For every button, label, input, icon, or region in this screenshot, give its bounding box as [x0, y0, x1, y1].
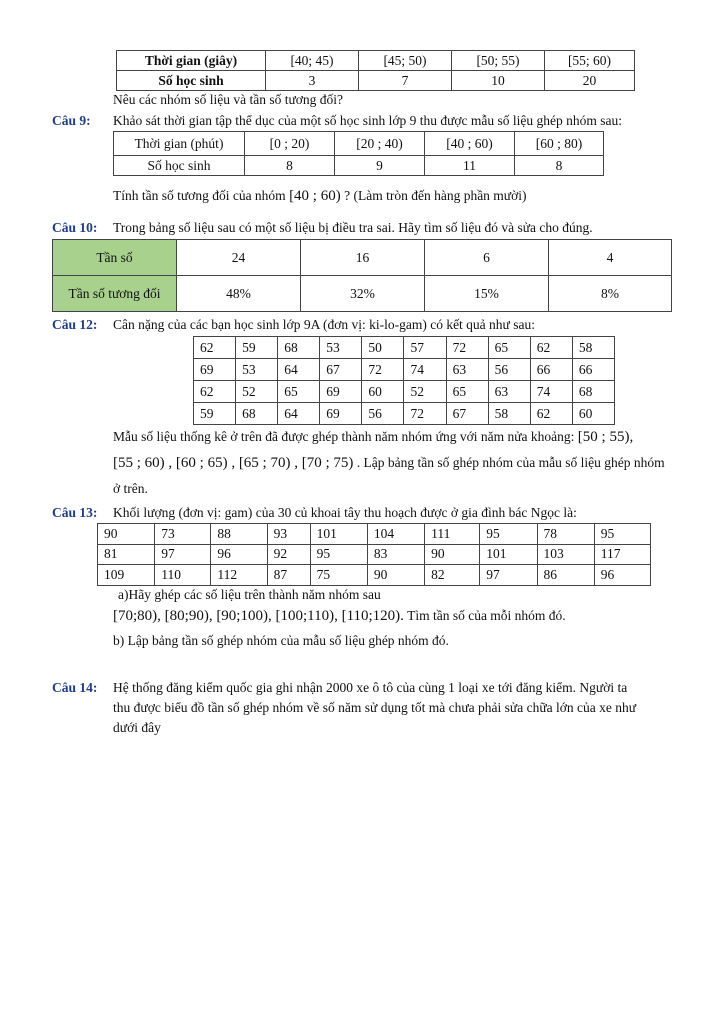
row2-label-cell: Tần số tương đối	[53, 276, 177, 312]
data-cell: 62	[194, 381, 236, 403]
q13-label: Câu 13:	[52, 505, 98, 520]
row-label-cell: Số học sinh	[114, 156, 245, 176]
data-cell: 63	[488, 381, 530, 403]
count-cell: 8	[245, 156, 335, 176]
q12-para3: ở trên.	[113, 481, 148, 496]
q14-line: dưới đây	[113, 720, 161, 735]
data-cell: 67	[320, 359, 362, 381]
data-cell: 69	[320, 403, 362, 425]
q9-question	[113, 186, 527, 206]
value-cell: 16	[301, 240, 425, 276]
q13-part-a: a)Hãy ghép các số liệu trên thành năm nhóm sau	[118, 587, 381, 602]
data-cell: 95	[480, 524, 537, 545]
q9-question-group: [40 ; 60)	[289, 188, 341, 204]
data-cell: 104	[367, 524, 424, 545]
q14-line: thu được biểu đồ tần số ghép nhóm về số năm sử dụng tốt mà chưa phải sửa chữa lớn của xe như	[113, 700, 637, 715]
data-cell: 88	[211, 524, 267, 545]
time-seconds-table	[116, 50, 635, 91]
q10-text: Trong bảng số liệu sau có một số liệu bị điều tra sai. Hãy tìm số liệu đó và sửa cho đúng.	[113, 220, 593, 235]
data-cell: 103	[537, 544, 594, 565]
interval-cell: [60 ; 80)	[515, 132, 604, 156]
data-cell: 66	[530, 359, 572, 381]
data-cell: 58	[488, 403, 530, 425]
data-cell: 75	[310, 565, 367, 586]
interval-cell: [20 ; 40)	[335, 132, 425, 156]
data-cell: 56	[488, 359, 530, 381]
data-cell: 52	[236, 381, 278, 403]
q10-label: Câu 10:	[52, 220, 98, 235]
table-row	[194, 381, 615, 403]
q12-label: Câu 12:	[52, 317, 98, 332]
data-cell: 62	[194, 337, 236, 359]
table-row	[98, 524, 651, 545]
interval-cell: [0 ; 20)	[245, 132, 335, 156]
table-row	[194, 403, 615, 425]
previous-question-prompt: Nêu các nhóm số liệu và tần số tương đối?	[113, 92, 344, 107]
q13-part-a2: Tìm tần số của mỗi nhóm đó.	[407, 608, 566, 623]
data-cell: 96	[594, 565, 650, 586]
data-cell: 101	[310, 524, 367, 545]
data-cell: 90	[367, 565, 424, 586]
data-cell: 65	[446, 381, 488, 403]
value-cell: 4	[549, 240, 672, 276]
interval-cell: [40; 45)	[266, 51, 359, 71]
data-cell: 109	[98, 565, 155, 586]
data-cell: 68	[278, 337, 320, 359]
data-cell: 64	[278, 403, 320, 425]
row-label-cell: Số học sinh	[117, 71, 266, 91]
data-cell: 62	[530, 337, 572, 359]
data-cell: 112	[211, 565, 267, 586]
data-cell: 58	[572, 337, 614, 359]
data-cell: 73	[155, 524, 211, 545]
data-cell: 92	[267, 544, 310, 565]
q12-para1: Mẫu số liệu thống kê ở trên đã được ghép thành năm nhóm ứng với năm nửa khoảng:	[113, 429, 575, 444]
data-cell: 95	[310, 544, 367, 565]
data-cell: 95	[594, 524, 650, 545]
data-cell: 97	[480, 565, 537, 586]
data-cell: 56	[362, 403, 404, 425]
data-cell: 63	[446, 359, 488, 381]
data-cell: 68	[236, 403, 278, 425]
interval-cell: [55; 60)	[545, 51, 635, 71]
data-cell: 65	[278, 381, 320, 403]
data-cell: 90	[98, 524, 155, 545]
data-cell: 52	[404, 381, 446, 403]
q9-question-pre: Tính tần số tương đối của nhóm	[113, 188, 286, 203]
count-cell: 7	[359, 71, 452, 91]
table-row	[194, 337, 615, 359]
value-cell: 6	[425, 240, 549, 276]
q9-question-post: ? (Làm tròn đến hàng phần mười)	[344, 188, 527, 203]
value-cell: 8%	[549, 276, 672, 312]
header-cell: Thời gian (giây)	[117, 51, 266, 71]
data-cell: 97	[155, 544, 211, 565]
data-cell: 110	[155, 565, 211, 586]
data-cell: 50	[362, 337, 404, 359]
table-row	[98, 544, 651, 565]
value-cell: 32%	[301, 276, 425, 312]
data-cell: 111	[425, 524, 480, 545]
data-cell: 69	[194, 359, 236, 381]
q14-text	[113, 678, 673, 738]
data-cell: 86	[537, 565, 594, 586]
data-cell: 59	[236, 337, 278, 359]
data-cell: 53	[236, 359, 278, 381]
count-cell: 10	[452, 71, 545, 91]
data-cell: 60	[572, 403, 614, 425]
q14-line: Hệ thống đăng kiểm quốc gia ghi nhận 2000 xe ô tô của cùng 1 loại xe tới đăng kiểm. Người ta	[113, 680, 628, 695]
count-cell: 8	[515, 156, 604, 176]
data-cell: 101	[480, 544, 537, 565]
q14-label: Câu 14:	[52, 680, 98, 695]
interval-cell: [50; 55)	[452, 51, 545, 71]
q13-text: Khối lượng (đơn vị: gam) của 30 củ khoai tây thu hoạch được ở gia đình bác Ngọc là:	[113, 505, 577, 520]
header-cell: Thời gian (phút)	[114, 132, 245, 156]
q12-groups2: [55 ; 60) , [60 ; 65) , [65 ; 70) , [70 ; 75)	[113, 455, 354, 471]
q13-part-b: b) Lập bảng tần số ghép nhóm của mẫu số liệu ghép nhóm đó.	[113, 633, 449, 648]
data-cell: 117	[594, 544, 650, 565]
q12-paragraph	[113, 424, 673, 502]
interval-cell: [40 ; 60)	[425, 132, 515, 156]
data-cell: 93	[267, 524, 310, 545]
data-cell: 90	[425, 544, 480, 565]
q12-para2: . Lập bảng tần số ghép nhóm của mẫu số liệu ghép nhóm	[356, 455, 665, 470]
interval-cell: [45; 50)	[359, 51, 452, 71]
q13-part-a-groups	[113, 606, 566, 626]
count-cell: 9	[335, 156, 425, 176]
data-cell: 66	[572, 359, 614, 381]
data-cell: 83	[367, 544, 424, 565]
data-cell: 60	[362, 381, 404, 403]
data-cell: 68	[572, 381, 614, 403]
data-cell: 67	[446, 403, 488, 425]
data-cell: 72	[404, 403, 446, 425]
value-cell: 15%	[425, 276, 549, 312]
q13-groups: [70;80), [80;90), [90;100), [100;110), [110;120).	[113, 608, 404, 624]
data-cell: 96	[211, 544, 267, 565]
q12-weights-table	[193, 336, 615, 425]
q9-table	[113, 131, 604, 176]
data-cell: 74	[404, 359, 446, 381]
data-cell: 78	[537, 524, 594, 545]
row1-label-cell: Tần số	[53, 240, 177, 276]
data-cell: 64	[278, 359, 320, 381]
count-cell: 20	[545, 71, 635, 91]
data-cell: 72	[362, 359, 404, 381]
q12-group1: [50 ; 55),	[577, 429, 634, 445]
table-row	[98, 565, 651, 586]
value-cell: 24	[177, 240, 301, 276]
data-cell: 82	[425, 565, 480, 586]
data-cell: 81	[98, 544, 155, 565]
data-cell: 65	[488, 337, 530, 359]
data-cell: 62	[530, 403, 572, 425]
value-cell: 48%	[177, 276, 301, 312]
count-cell: 3	[266, 71, 359, 91]
q12-text: Cân nặng của các bạn học sinh lớp 9A (đơn vị: ki-lo-gam) có kết quả như sau:	[113, 317, 535, 332]
data-cell: 53	[320, 337, 362, 359]
count-cell: 11	[425, 156, 515, 176]
q10-table	[52, 239, 672, 312]
data-cell: 69	[320, 381, 362, 403]
data-cell: 59	[194, 403, 236, 425]
data-cell: 74	[530, 381, 572, 403]
table-row	[194, 359, 615, 381]
data-cell: 72	[446, 337, 488, 359]
q9-label: Câu 9:	[52, 113, 91, 128]
data-cell: 87	[267, 565, 310, 586]
q13-weights-table	[97, 523, 651, 586]
data-cell: 57	[404, 337, 446, 359]
q9-text: Khảo sát thời gian tập thể dục của một số học sinh lớp 9 thu được mẫu số liệu ghép nhóm sau:	[113, 113, 623, 128]
